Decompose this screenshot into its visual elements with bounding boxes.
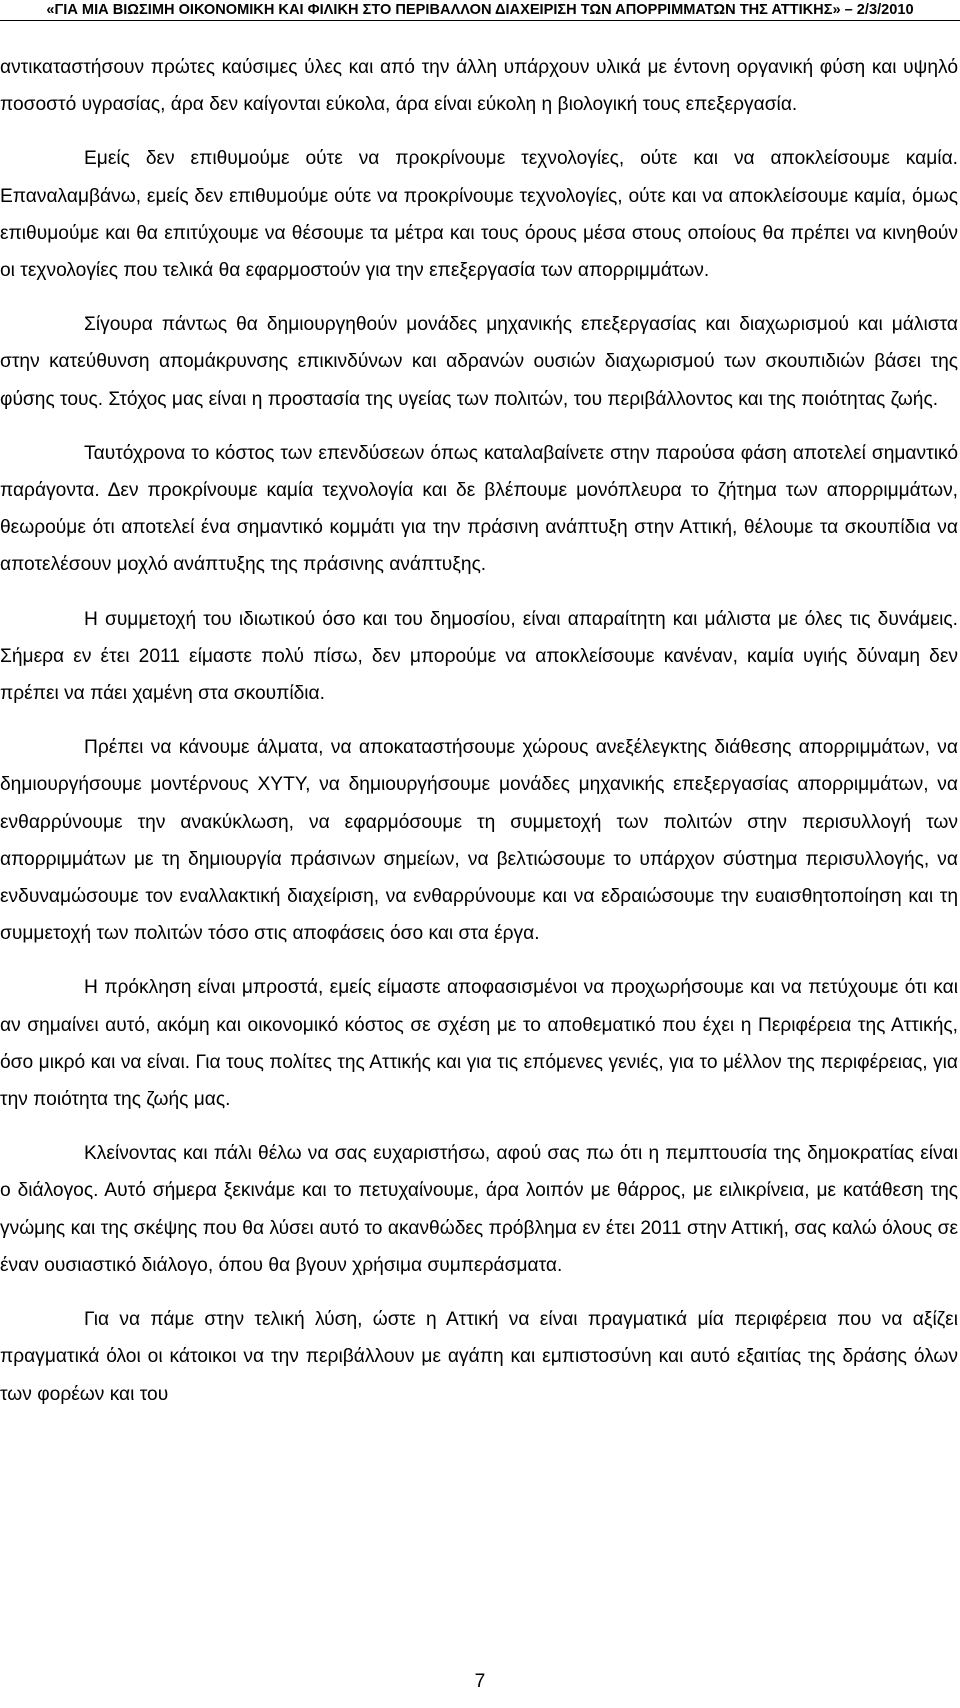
paragraph: Η πρόκληση είναι μπροστά, εμείς είμαστε αποφασισμένοι να προχωρήσουμε και να πετύχουμε ότι και αν σημαίνει αυτό, ακόμη και οικονομικό κόστος σε σχέση με το αποθεματικό που έχει η Περιφέρεια της Αττικής, όσο μικρό και να είναι. Για τους πολίτες της Αττικής και για τις επόμενες γενιές, για το μέλλον της περιφέρειας, για την ποιότητα της ζωής μας. xyxy=(0,977,958,1111)
paragraph: Εμείς δεν επιθυμούμε ούτε να προκρίνουμε τεχνολογίες, ούτε και να αποκλείσουμε καμία. Επαναλαμβάνω, εμείς δεν επιθυμούμε ούτε να προκρίνουμε τεχνολογίες, ούτε και να αποκλείσουμε καμία, όμως επιθυμούμε και θα επιτύχουμε να θέσουμε τα μέτρα και τους όρους μέσα στους οποίους θα πρέπει να κινηθούν οι τεχνολογίες που τελικά θα εφαρμοστούν για την επεξεργασία των απορριμμάτων. xyxy=(0,148,958,282)
page-number: 7 xyxy=(474,1671,486,1692)
paragraph: Σίγουρα πάντως θα δημιουργηθούν μονάδες μηχανικής επεξεργασίας και διαχωρισμού και μάλιστα στην κατεύθυνση απομάκρυνσης επικινδύνων και αδρανών ουσιών διαχωρισμού των σκουπιδιών βάσει της φύσης τους. Στόχος μας είναι η προστασία της υγείας των πολιτών, του περιβάλλοντος και της ποιότητας ζωής. xyxy=(0,314,958,410)
header-rule xyxy=(0,20,960,21)
document-body xyxy=(0,49,958,1430)
paragraph: Ταυτόχρονα το κόστος των επενδύσεων όπως καταλαβαίνετε στην παρούσα φάση αποτελεί σημαντικό παράγοντα. Δεν προκρίνουμε καμία τεχνολογία και δε βλέπουμε μονόπλευρα το ζήτημα των απορριμμάτων, θεωρούμε ότι αποτελεί ένα σημαντικό κομμάτι για την πράσινη ανάπτυξη στην Αττική, θέλουμε τα σκουπίδια να αποτελέσουν μοχλό ανάπτυξης της πράσινης ανάπτυξης. xyxy=(0,442,958,576)
paragraph: Η συμμετοχή του ιδιωτικού όσο και του δημοσίου, είναι απαραίτητη και μάλιστα με όλες τις δυνάμεις. Σήμερα εν έτει 2011 είμαστε πολύ πίσω, δεν μπορούμε να αποκλείσουμε κανέναν, καμία υγιής δύναμη δεν πρέπει να πάει χαμένη στα σκουπίδια. xyxy=(0,608,958,705)
paragraph: Κλείνοντας και πάλι θέλω να σας ευχαριστήσω, αφού σας πω ότι η πεμπτουσία της δημοκρατίας είναι ο διάλογος. Αυτό σήμερα ξεκινάμε και το πετυχαίνουμε, άρα λοιπόν με θάρρος, με ειλικρίνεια, με κατάθεση της γνώμης και της σκέψης που θα λύσει αυτό το ακανθώδες πρόβλημα εν έτει 2011 στην Αττική, σας καλώ όλους σε έναν ουσιαστικό διάλογο, όπου θα βγουν χρήσιμα συμπεράσματα. xyxy=(0,1143,958,1276)
running-header: «ΓΙΑ ΜΙΑ ΒΙΩΣΙΜΗ ΟΙΚΟΝΟΜΙΚΗ ΚΑΙ ΦΙΛΙΚΗ ΣΤΟ ΠΕΡΙΒΑΛΛΟΝ ΔΙΑΧΕΙΡΙΣΗ ΤΩΝ ΑΠΟΡΡΙΜΜΑΤΩΝ ΤΗΣ ΑΤΤΙΚΗΣ» – 2/3/2010 xyxy=(46,2,914,18)
paragraph: Πρέπει να κάνουμε άλματα, να αποκαταστήσουμε χώρους ανεξέλεγκτης διάθεσης απορριμμάτων, να δημιουργήσουμε μοντέρνους ΧΥΤΥ, να δημιουργήσουμε μονάδες μηχανικής επεξεργασίας απορριμμάτων, να ενθαρρύνουμε την ανακύκλωση, να εφαρμόσουμε τη συμμετοχή των πολιτών στην περισυλλογή των απορριμμάτων με τη δημιουργία πράσινων σημείων, να βελτιώσουμε το υπάρχον σύστημα περισυλλογής, να ενδυναμώσουμε τον εναλλακτική διαχείριση, να ενθαρρύνουμε και να εδραιώσουμε την ευαισθητοποίηση και τη συμμετοχή των πολιτών τόσο στις αποφάσεις όσο και στα έργα. xyxy=(0,737,958,945)
paragraph-continued: αντικαταστήσουν πρώτες καύσιμες ύλες και από την άλλη υπάρχουν υλικά με έντονη οργανική φύση και υψηλό ποσοστό υγρασίας, άρα δεν καίγονται εύκολα, άρα είναι εύκολη η βιολογική τους επεξεργασία. xyxy=(0,57,958,116)
paragraph: Για να πάμε στην τελική λύση, ώστε η Αττική να είναι πραγματικά μία περιφέρεια που να αξίζει πραγματικά όλοι οι κάτοικοι να την περιβάλλουν με αγάπη και εμπιστοσύνη και αυτό εξαιτίας της δράσης όλων των φορέων και του xyxy=(0,1309,958,1405)
